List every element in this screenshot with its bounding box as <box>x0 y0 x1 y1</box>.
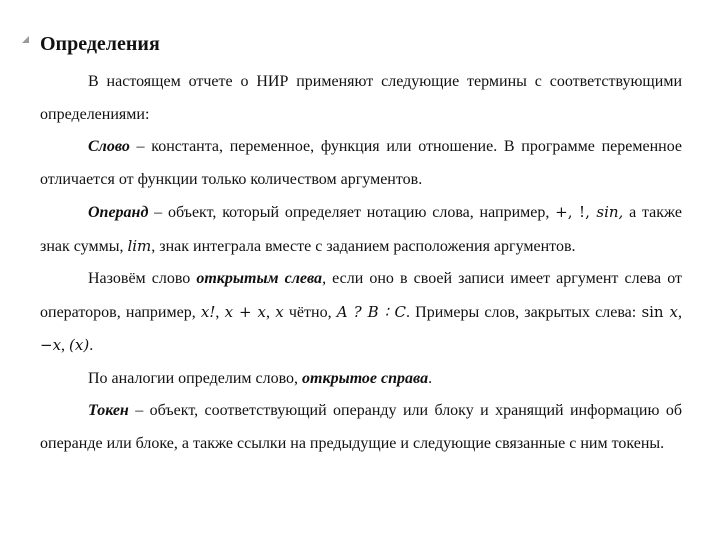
example-ternary: A ? B ∶ C <box>336 302 406 321</box>
example-sin-fn: sin <box>641 302 664 321</box>
collapse-heading-icon[interactable] <box>22 36 29 43</box>
example-parenthesized: (x) <box>69 336 90 354</box>
left-open-text-a: Назовём слово <box>88 270 197 287</box>
example-separator-4: , <box>61 337 70 354</box>
left-open-text-b: , если оно в своей записи имеет аргумент слева от операторов, например, <box>40 270 682 321</box>
paragraph-operand <box>40 196 682 263</box>
symbol-plus: +, <box>555 203 573 221</box>
example-sum: x + x <box>224 302 267 321</box>
paragraph-left-open <box>40 263 682 363</box>
term-token: Токен <box>88 402 129 419</box>
section-body <box>40 66 682 460</box>
example-negation: −x <box>40 336 62 354</box>
example-separator-2: , <box>266 303 276 321</box>
paragraph-token <box>40 395 682 460</box>
paragraph-intro-text: В настоящем отчете о НИР применяют следующие термины с соответствующими определениями: <box>40 73 682 123</box>
definition-operand-a: – объект, который определяет нотацию слова, например, <box>148 204 556 221</box>
left-open-text-d: . Примеры слов, закрытых слева: <box>405 303 642 321</box>
example-separator-1: , <box>215 303 225 321</box>
term-operand: Операнд <box>88 204 149 221</box>
left-open-text-c: чётно, <box>283 303 337 321</box>
right-open-text: По аналогии определим слово, <box>88 369 303 387</box>
symbol-sin: sin, <box>589 203 624 221</box>
paragraph-intro <box>40 66 682 131</box>
symbol-factorial: !, <box>572 203 590 221</box>
example-separator-3: , <box>678 303 683 321</box>
paragraph-right-open <box>40 363 682 396</box>
symbol-lim: lim <box>127 236 152 255</box>
definition-operand-b: а также знак суммы, <box>40 204 683 255</box>
left-open-end: . <box>89 337 94 354</box>
paragraph-word <box>40 131 682 196</box>
definition-word: – константа, переменное, функция или отношение. В программе переменное отличается от функции только количеством аргументов. <box>40 138 682 188</box>
example-x: x <box>275 302 284 321</box>
term-right-open: открытое справа <box>302 369 429 387</box>
term-left-open: открытым слева <box>196 270 323 287</box>
term-word: Слово <box>88 138 130 155</box>
example-sin-arg: x <box>663 302 679 321</box>
section-heading: Определения <box>40 33 160 55</box>
definition-operand-c: , знак интеграла вместе с заданием расположения аргументов. <box>151 237 576 255</box>
definition-token: – объект, соответствующий операнду или блоку и хранящий информацию об операнде или блоке, а также ссылки на предыдущие и следующие связанные с ним токены. <box>40 402 682 452</box>
example-factorial: x! <box>200 302 216 321</box>
right-open-end: . <box>428 369 433 387</box>
